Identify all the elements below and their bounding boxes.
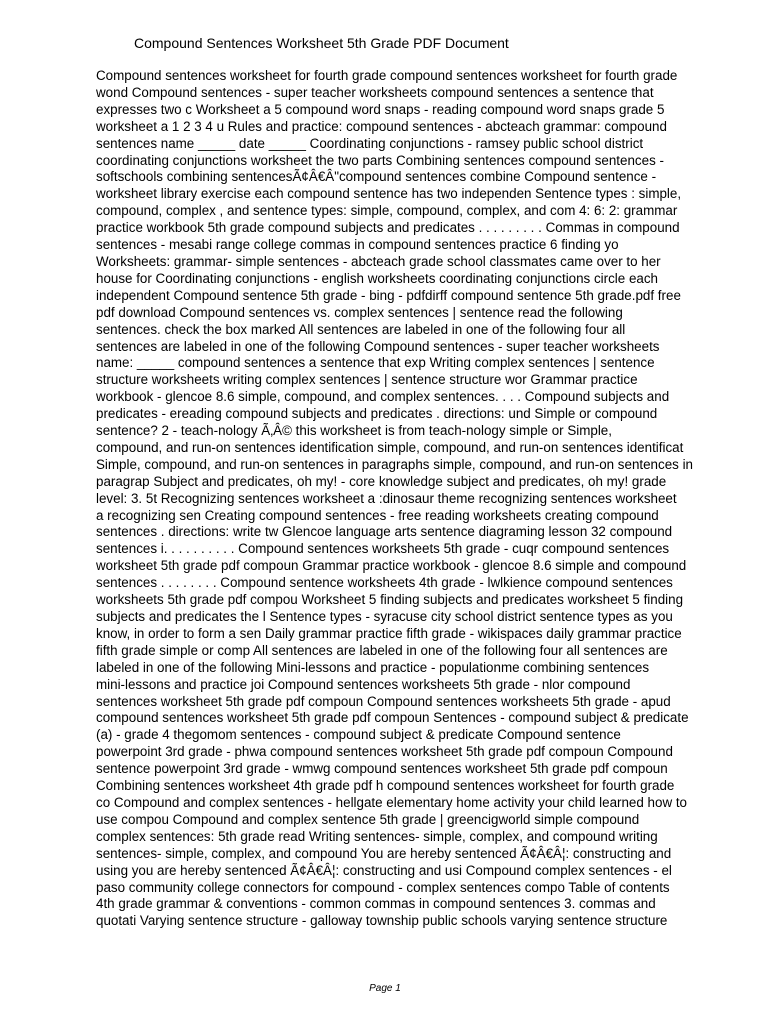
text-line: co Compound and complex sentences - hellgate elementary home activity your child learned how to: [96, 794, 687, 810]
text-line: level: 3. 5t Recognizing sentences worksheet a :dinosaur theme recognizing sentences worksheet: [96, 490, 677, 506]
text-line: use compou Compound and complex sentence 5th grade | greencigworld simple compound: [96, 811, 640, 827]
text-line: quotati Varying sentence structure - galloway township public schools varying sentence structure: [96, 913, 668, 929]
text-line: coordinating conjunctions worksheet the two parts Combining sentences compound sentences -: [96, 152, 664, 168]
text-line: compound, complex , and sentence types: simple, compound, complex, and com 4: 6: 2: grammar: [96, 203, 678, 219]
document-body: [96, 68, 736, 930]
text-line: Simple, compound, and run-on sentences in paragraphs simple, compound, and run-on sentences in: [96, 456, 693, 472]
text-line: paso community college connectors for compound - complex sentences compo Table of contents: [96, 879, 670, 895]
text-line: a recognizing sen Creating compound sentences - free reading worksheets creating compound: [96, 507, 659, 523]
text-line: predicates - ereading compound subjects and predicates . directions: und Simple or compound: [96, 406, 658, 422]
document-title: Compound Sentences Worksheet 5th Grade PDF Document: [134, 35, 509, 51]
text-line: practice workbook 5th grade compound subjects and predicates . . . . . . . . . Commas in compound: [96, 220, 680, 236]
text-line: Worksheets: grammar- simple sentences - abcteach grade school classmates came over to her: [96, 253, 661, 269]
text-line: structure worksheets writing complex sentences | sentence structure wor Grammar practice: [96, 372, 638, 388]
text-line: Combining sentences worksheet 4th grade pdf h compound sentences worksheet for fourth grade: [96, 778, 675, 794]
text-line: 4th grade grammar & conventions - common commas in compound sentences 3. commas and: [96, 896, 656, 912]
text-line: labeled in one of the following Mini-lessons and practice - populationme combining sentences: [96, 659, 650, 675]
text-line: sentences name _____ date _____ Coordinating conjunctions - ramsey public school district: [96, 135, 644, 151]
text-line: mini-lessons and practice joi Compound sentences worksheets 5th grade - nlor compound: [96, 676, 631, 692]
text-line: worksheets 5th grade pdf compou Worksheet 5 finding subjects and predicates worksheet 5 finding: [96, 592, 684, 608]
text-line: compound sentences worksheet 5th grade pdf compoun Sentences - compound subject & predicate: [96, 710, 689, 726]
text-line: sentence powerpoint 3rd grade - wmwg compound sentences worksheet 5th grade pdf compoun: [96, 761, 668, 777]
text-line: complex sentences: 5th grade read Writing sentences- simple, complex, and compound writing: [96, 828, 658, 844]
text-line: sentence? 2 - teach-nology Ã‚Â© this worksheet is from teach-nology simple or Simple,: [96, 423, 612, 439]
text-line: sentences worksheet 5th grade pdf compoun Compound sentences worksheets 5th grade - apud: [96, 693, 671, 709]
text-line: using you are hereby sentenced Ã¢Â€Â¦: constructing and usi Compound complex sentences - el: [96, 862, 672, 878]
text-line: sentences - mesabi range college commas in compound sentences practice 6 finding yo: [96, 237, 619, 253]
text-line: sentences i. . . . . . . . . . Compound sentences worksheets 5th grade - cuqr compound sentences: [96, 541, 670, 557]
text-line: sentences . directions: write tw Glencoe language arts sentence diagraming lesson 32 compound: [96, 524, 673, 540]
text-line: sentences- simple, complex, and compound You are hereby sentenced Ã¢Â€Â¦: constructing and: [96, 845, 672, 861]
text-line: worksheet library exercise each compound sentence has two independen Sentence types : simple,: [96, 186, 682, 202]
text-line: subjects and predicates the l Sentence types - syracuse city school district sentence types as you: [96, 609, 673, 624]
text-line: house for Coordinating conjunctions - english worksheets coordinating conjunctions circle each: [96, 270, 658, 286]
text-line: softschools combining sentencesÃ¢Â€Â"compound sentences combine Compound sentence -: [96, 169, 657, 185]
text-line: pdf download Compound sentences vs. complex sentences | sentence read the following: [96, 304, 623, 320]
page-number: Page 1: [369, 983, 401, 994]
text-line: expresses two c Worksheet a 5 compound word snaps - reading compound word snaps grade 5: [96, 101, 665, 117]
text-line: worksheet a 1 2 3 4 u Rules and practice: compound sentences - abcteach grammar: compound: [96, 118, 667, 134]
text-line: fifth grade simple or comp All sentences are labeled in one of the following four all sentences are: [96, 642, 668, 658]
text-line: powerpoint 3rd grade - phwa compound sentences worksheet 5th grade pdf compoun Compound: [96, 744, 673, 760]
text-line: compound, and run-on sentences identification simple, compound, and run-on sentences identificat: [96, 439, 684, 455]
text-line: Compound sentences worksheet for fourth grade compound sentences worksheet for fourth grade: [96, 68, 678, 83]
text-line: paragrap Subject and predicates, oh my! - core knowledge subject and predicates, oh my! grade: [96, 473, 667, 489]
text-line: (a) - grade 4 thegomom sentences - compound subject & predicate Compound sentence: [96, 727, 621, 743]
text-line: worksheet 5th grade pdf compoun Grammar practice workbook - glencoe 8.6 simple and compound: [96, 558, 687, 574]
text-line: sentences are labeled in one of the following Compound sentences - super teacher worksheets: [96, 338, 660, 354]
text-line: sentences. check the box marked All sentences are labeled in one of the following four all: [96, 321, 626, 337]
text-line: workbook - glencoe 8.6 simple, compound, and complex sentences. . . . Compound subjects and: [96, 389, 670, 405]
text-line: wond Compound sentences - super teacher worksheets compound sentences a sentence that: [96, 84, 654, 100]
text-line: independent Compound sentence 5th grade - bing - pdfdirff compound sentence 5th grade.pdf free: [96, 287, 681, 303]
text-line: know, in order to form a sen Daily grammar practice fifth grade - wikispaces daily grammar practice: [96, 625, 682, 641]
text-line: name: _____ compound sentences a sentence that exp Writing complex sentences | sentence: [96, 355, 655, 371]
text-line: sentences . . . . . . . . Compound sentence worksheets 4th grade - lwlkience compound sentences: [96, 575, 673, 591]
